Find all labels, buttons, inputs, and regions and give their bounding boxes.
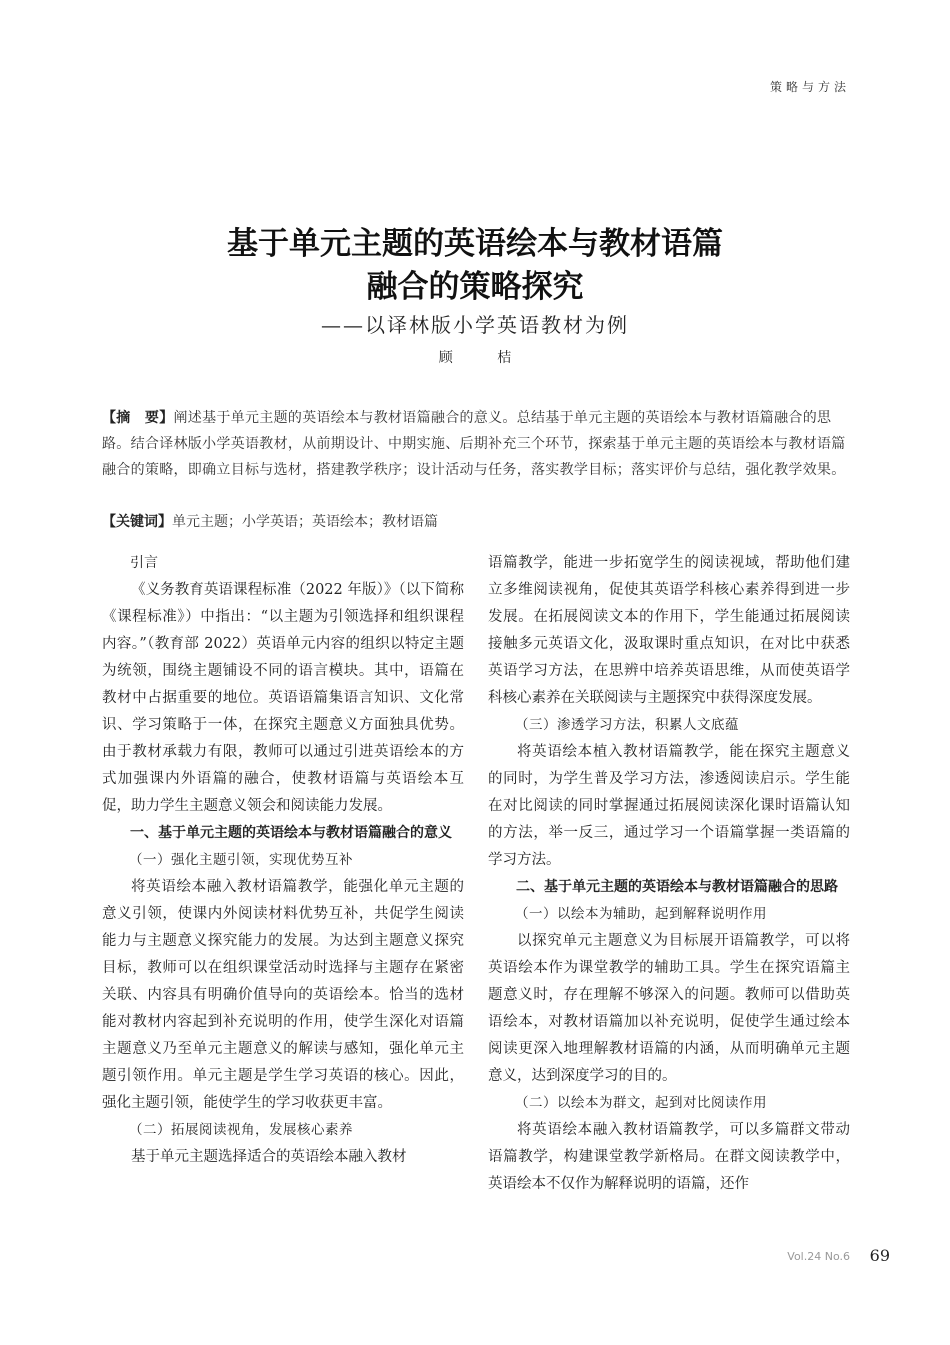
journal-volume: Vol.24 No.6 xyxy=(787,1250,850,1263)
section-tag: 策略与方法 xyxy=(769,80,850,94)
intro-heading: 引言 xyxy=(130,555,158,571)
subsection2-heading: （二）拓展阅读视角，发展核心素养 xyxy=(129,1122,353,1138)
subsection4-heading: （一）以绘本为辅助，起到解释说明作用 xyxy=(515,906,767,922)
subsection3-paragraph: 将英语绘本植入教材语篇教学，能在探究主题意义的同时，为学生普及学习方法，渗透阅读启示。学生能在对比阅读的同时掌握通过拓展阅读深化课时语篇认知的方法，举一反三，通过学习一个语篇掌握一类语篇的学习方法。 xyxy=(488,744,850,868)
keywords-label: 【关键词】 xyxy=(102,514,172,530)
subsection2-paragraph: 基于单元主题选择适合的英语绘本融入教材 xyxy=(131,1149,407,1165)
right-column xyxy=(488,550,850,1198)
subsection5-heading: （二）以绘本为群文，起到对比阅读作用 xyxy=(515,1095,767,1111)
abstract-label: 【摘 要】 xyxy=(102,410,174,426)
author-name: 顾 桔 xyxy=(438,350,532,366)
left-column xyxy=(102,550,464,1171)
continued-paragraph: 语篇教学，能进一步拓宽学生的阅读视域，帮助他们建立多维阅读视角，促使其英语学科核心素养得到进一步发展。在拓展阅读文本的作用下，学生能通过拓展阅读接触多元英语文化，汲取课时重点知识，在对比中获悉英语学习方法，在思辨中培养英语思维，从而使英语学科核心素养在关联阅读与主题探究中获得深度发展。 xyxy=(488,555,850,706)
article-title-line1: 基于单元主题的英语绘本与教材语篇 xyxy=(227,226,723,262)
section2-heading: 二、基于单元主题的英语绘本与教材语篇融合的思路 xyxy=(516,879,838,895)
keywords-text: 单元主题；小学英语；英语绘本；教材语篇 xyxy=(172,514,438,530)
subsection4-paragraph: 以探究单元主题意义为目标展开语篇教学，可以将英语绘本作为课堂教学的辅助工具。学生在探究语篇主题意义时，存在理解不够深入的问题。教师可以借助英语绘本，对教材语篇加以补充说明，促使学生通过绘本阅读更深入地理解教材语篇的内涵，从而明确单元主题意义，达到深度学习的目的。 xyxy=(488,933,850,1084)
abstract-text: 阐述基于单元主题的英语绘本与教材语篇融合的意义。总结基于单元主题的英语绘本与教材语篇融合的思路。结合译林版小学英语教材，从前期设计、中期实施、后期补充三个环节，探索基于单元主题的英语绘本与教材语篇融合的策略，即确立目标与选材，搭建教学秩序；设计活动与任务，落实教学目标；落实评价与总结，强化教学效果。 xyxy=(102,410,846,478)
section1-heading: 一、基于单元主题的英语绘本与教材语篇融合的意义 xyxy=(130,825,452,841)
intro-paragraph: 《义务教育英语课程标准（2022 年版）》（以下简称《课程标准》）中指出：“以主题为引领选择和组织课程内容。”（教育部 2022）英语单元内容的组织以特定主题为统领，围绕主题铺设不同的语言模块。其中，语篇在教材中占据重要的地位。英语语篇集语言知识、文化常识、学习策略于一体，在探究主题意义方面独具优势。由于教材承载力有限，教师可以通过引进英语绘本的方式加强课内外语篇的融合，使教材语篇与英语绘本互促，助力学生主题意义领会和阅读能力发展。 xyxy=(102,582,464,814)
abstract xyxy=(102,405,852,483)
article-subtitle: ——以译林版小学英语教材为例 xyxy=(321,313,629,337)
article-title-line2: 融合的策略探究 xyxy=(366,269,584,305)
subsection3-heading: （三）渗透学习方法，积累人文底蕴 xyxy=(515,717,739,733)
subsection1-paragraph: 将英语绘本融入教材语篇教学，能强化单元主题的意义引领，使课内外阅读材料优势互补，共促学生阅读能力与主题意义探究能力的发展。为达到主题意义探究目标，教师可以在组织课堂活动时选择与主题存在紧密关联、内容具有明确价值导向的英语绘本。恰当的选材能对教材内容起到补充说明的作用，使学生深化对语篇主题意义乃至单元主题意义的解读与感知，强化单元主题引领作用。单元主题是学生学习英语的核心。因此，强化主题引领，能使学生的学习收获更丰富。 xyxy=(102,879,464,1111)
subsection5-paragraph: 将英语绘本融入教材语篇教学，可以多篇群文带动语篇教学，构建课堂教学新格局。在群文阅读教学中，英语绘本不仅作为解释说明的语篇，还作 xyxy=(488,1122,850,1192)
keywords xyxy=(102,509,852,535)
subsection1-heading: （一）强化主题引领，实现优势互补 xyxy=(129,852,353,868)
page-number: 69 xyxy=(869,1246,890,1265)
